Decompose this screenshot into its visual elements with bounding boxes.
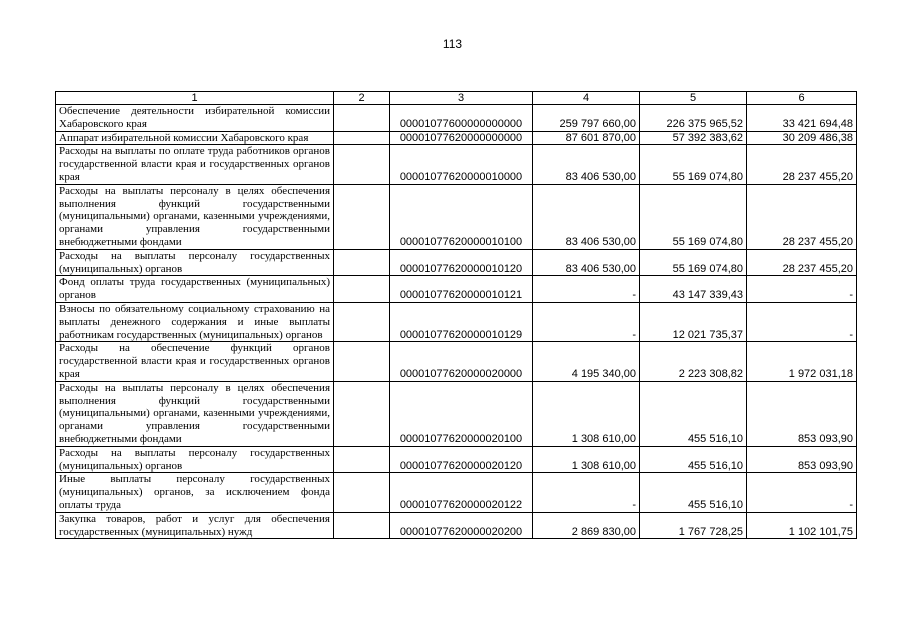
row-empty-cell	[334, 184, 390, 249]
row-name-cell: Фонд оплаты труда государственных (муниципальных) органов	[56, 276, 334, 303]
row-actual-cell: 55 169 074,80	[640, 145, 747, 184]
row-remainder-cell: 853 093,90	[747, 446, 857, 473]
row-code-cell: 00001077620000020120	[390, 446, 533, 473]
row-remainder-cell: 853 093,90	[747, 381, 857, 446]
row-plan-cell: 1 308 610,00	[533, 381, 640, 446]
row-name-cell: Взносы по обязательному социальному страхованию на выплаты денежного содержания и иные выплаты работникам государственных (муниципальных) органов	[56, 302, 334, 341]
table-row	[56, 512, 857, 539]
column-header: 3	[390, 92, 533, 105]
row-code-cell: 00001077620000020000	[390, 342, 533, 381]
column-header: 2	[334, 92, 390, 105]
row-code-cell: 00001077620000010129	[390, 302, 533, 341]
row-empty-cell	[334, 276, 390, 303]
row-empty-cell	[334, 249, 390, 276]
row-remainder-cell: -	[747, 276, 857, 303]
row-name-cell: Расходы на обеспечение функций органов государственной власти края и государственных органов края	[56, 342, 334, 381]
row-actual-cell: 57 392 383,62	[640, 131, 747, 145]
row-name-cell: Аппарат избирательной комиссии Хабаровского края	[56, 131, 334, 145]
row-actual-cell: 43 147 339,43	[640, 276, 747, 303]
row-name-cell: Обеспечение деятельности избирательной комиссии Хабаровского края	[56, 105, 334, 132]
column-header: 4	[533, 92, 640, 105]
row-code-cell: 00001077620000010121	[390, 276, 533, 303]
row-remainder-cell: 33 421 694,48	[747, 105, 857, 132]
row-empty-cell	[334, 302, 390, 341]
row-remainder-cell: -	[747, 473, 857, 512]
header-row	[56, 92, 857, 105]
table-row	[56, 145, 857, 184]
table-row	[56, 249, 857, 276]
row-remainder-cell: -	[747, 302, 857, 341]
table-body	[56, 105, 857, 539]
row-actual-cell: 2 223 308,82	[640, 342, 747, 381]
row-code-cell: 00001077620000010120	[390, 249, 533, 276]
row-remainder-cell: 28 237 455,20	[747, 249, 857, 276]
row-plan-cell: 83 406 530,00	[533, 145, 640, 184]
row-plan-cell: 2 869 830,00	[533, 512, 640, 539]
row-plan-cell: 259 797 660,00	[533, 105, 640, 132]
row-name-cell: Расходы на выплаты персоналу в целях обеспечения выполнения функций государственными (муниципальными) органами, казенными учреждениями, органами управления государственными внебюджетными фондами	[56, 184, 334, 249]
table-row	[56, 302, 857, 341]
row-remainder-cell: 1 972 031,18	[747, 342, 857, 381]
row-plan-cell: 4 195 340,00	[533, 342, 640, 381]
row-code-cell: 00001077620000020200	[390, 512, 533, 539]
table-row	[56, 381, 857, 446]
row-name-cell: Иные выплаты персоналу государственных (муниципальных) органов, за исключением фонда оплаты труда	[56, 473, 334, 512]
row-code-cell: 00001077620000010100	[390, 184, 533, 249]
column-header: 6	[747, 92, 857, 105]
row-empty-cell	[334, 145, 390, 184]
row-name-cell: Расходы на выплаты по оплате труда работников органов государственной власти края и государственных органов края	[56, 145, 334, 184]
row-code-cell: 00001077620000000000	[390, 131, 533, 145]
row-remainder-cell: 30 209 486,38	[747, 131, 857, 145]
row-code-cell: 00001077600000000000	[390, 105, 533, 132]
row-remainder-cell: 28 237 455,20	[747, 184, 857, 249]
row-remainder-cell: 28 237 455,20	[747, 145, 857, 184]
row-actual-cell: 55 169 074,80	[640, 249, 747, 276]
page-number: 113	[442, 37, 463, 51]
row-remainder-cell: 1 102 101,75	[747, 512, 857, 539]
table-row	[56, 105, 857, 132]
row-plan-cell: -	[533, 276, 640, 303]
row-actual-cell: 12 021 735,37	[640, 302, 747, 341]
row-name-cell: Расходы на выплаты персоналу государственных (муниципальных) органов	[56, 249, 334, 276]
row-code-cell: 00001077620000020122	[390, 473, 533, 512]
row-actual-cell: 455 516,10	[640, 446, 747, 473]
row-empty-cell	[334, 512, 390, 539]
row-actual-cell: 226 375 965,52	[640, 105, 747, 132]
table-row	[56, 342, 857, 381]
row-plan-cell: 1 308 610,00	[533, 446, 640, 473]
row-name-cell: Расходы на выплаты персоналу в целях обеспечения выполнения функций государственными (муниципальными) органами, казенными учреждениями, органами управления государственными внебюджетными фондами	[56, 381, 334, 446]
column-header: 1	[56, 92, 334, 105]
row-plan-cell: -	[533, 302, 640, 341]
row-empty-cell	[334, 105, 390, 132]
row-empty-cell	[334, 473, 390, 512]
row-empty-cell	[334, 381, 390, 446]
row-plan-cell: 83 406 530,00	[533, 184, 640, 249]
row-actual-cell: 1 767 728,25	[640, 512, 747, 539]
table-row	[56, 446, 857, 473]
column-header: 5	[640, 92, 747, 105]
row-plan-cell: -	[533, 473, 640, 512]
row-plan-cell: 83 406 530,00	[533, 249, 640, 276]
row-empty-cell	[334, 446, 390, 473]
row-code-cell: 00001077620000010000	[390, 145, 533, 184]
row-actual-cell: 455 516,10	[640, 473, 747, 512]
table-row	[56, 131, 857, 145]
row-name-cell: Расходы на выплаты персоналу государственных (муниципальных) органов	[56, 446, 334, 473]
row-empty-cell	[334, 342, 390, 381]
table-row	[56, 276, 857, 303]
row-empty-cell	[334, 131, 390, 145]
budget-execution-table	[55, 91, 857, 539]
row-plan-cell: 87 601 870,00	[533, 131, 640, 145]
row-actual-cell: 455 516,10	[640, 381, 747, 446]
table-row	[56, 473, 857, 512]
row-actual-cell: 55 169 074,80	[640, 184, 747, 249]
table-row	[56, 184, 857, 249]
row-code-cell: 00001077620000020100	[390, 381, 533, 446]
row-name-cell: Закупка товаров, работ и услуг для обеспечения государственных (муниципальных) нужд	[56, 512, 334, 539]
